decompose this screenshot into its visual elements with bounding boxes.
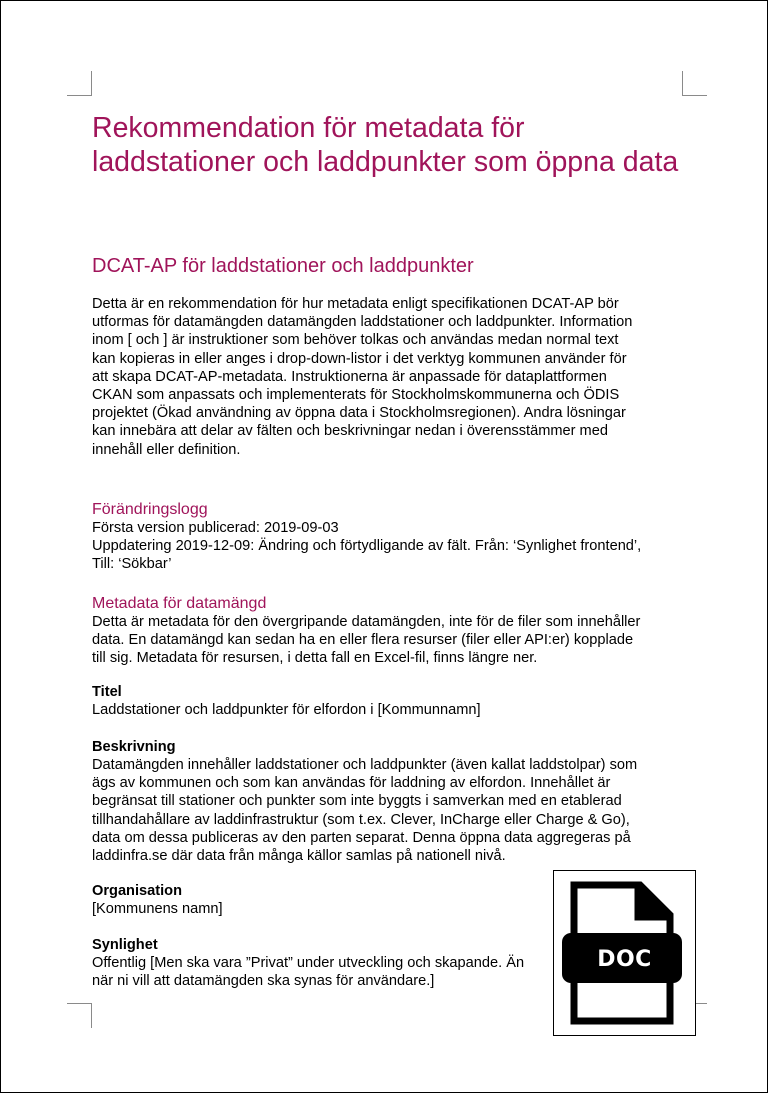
- document-title: Rekommendation för metadata för laddstationer och laddpunkter som öppna data: [92, 112, 679, 178]
- metadata-text: Detta är metadata för den övergripande datamängden, inte för de filer som innehåller data. En datamängd kan sedan ha en eller flera resurser (filer eller API:er) kopplade till sig. Metadata för resursen, i detta fall en Excel-fil, finns längre ner.: [92, 614, 641, 667]
- synlighet-value: Offentlig [Men ska vara ”Privat” under utveckling och skapande. Än när ni vill att datamängden ska synas för användare.]: [92, 955, 525, 990]
- section-heading: DCAT-AP för laddstationer och laddpunkter: [92, 255, 474, 277]
- beskrivning-label: Beskrivning: [92, 739, 176, 755]
- synlighet-label: Synlighet: [92, 937, 158, 953]
- doc-badge: [553, 870, 696, 1036]
- titel-label: Titel: [92, 684, 122, 700]
- crop-mark-bottom-left: [67, 1003, 92, 1028]
- organisation-label: Organisation: [92, 883, 183, 899]
- organisation-value: [Kommunens namn]: [92, 901, 223, 917]
- crop-mark-top-left: [67, 71, 92, 96]
- intro-paragraph: Detta är en rekommendation för hur metadata enligt specifikationen DCAT-AP bör utformas för datamängden datamängden laddstationer och laddpunkter. Information inom [ och ] är instruktioner som behöver tolkas och användas medan normal text kan kopieras in eller anges i drop-down-listor i det verktyg kommunen använder för att skapa DCAT-AP-metadata. Instruktionerna är anpassade för dataplattformen CKAN som anpassats och implementerats för Stockholmskommunerna och ÖDIS projektet (Ökad användning av öppna data i Stockholmsregionen). Andra lösningar kan innebära att delar av fälten och beskrivningar nedan i överensstämmer med innehåll eller definition.: [92, 296, 633, 458]
- beskrivning-value: Datamängden innehåller laddstationer och laddpunkter (även kallat laddstolpar) som ägs av kommunen och som kan användas för laddning av elfordon. Innehållet är begränsat till stationer och punkter som inte byggts i samverkan med en etablerad tillhandahållare av laddinfrastruktur (som t.ex. Clever, InCharge eller Charge & Go), data om dessa publiceras av den parten separat. Denna öppna data aggregeras på laddinfra.se där data från många källor samlas på nationell nivå.: [92, 757, 638, 865]
- metadata-heading: Metadata för datamängd: [92, 595, 267, 612]
- crop-mark-top-right: [682, 71, 707, 96]
- titel-value: Laddstationer och laddpunkter för elfordon i [Kommunnamn]: [92, 702, 481, 718]
- changelog-text: Första version publicerad: 2019-09-03 Uppdatering 2019-12-09: Ändring och förtydligande av fält. Från: ‘Synlighet frontend’, Till: ‘Sökbar’: [92, 520, 642, 573]
- changelog-heading: Förändringslogg: [92, 501, 208, 518]
- doc-badge-label: DOC: [597, 947, 652, 972]
